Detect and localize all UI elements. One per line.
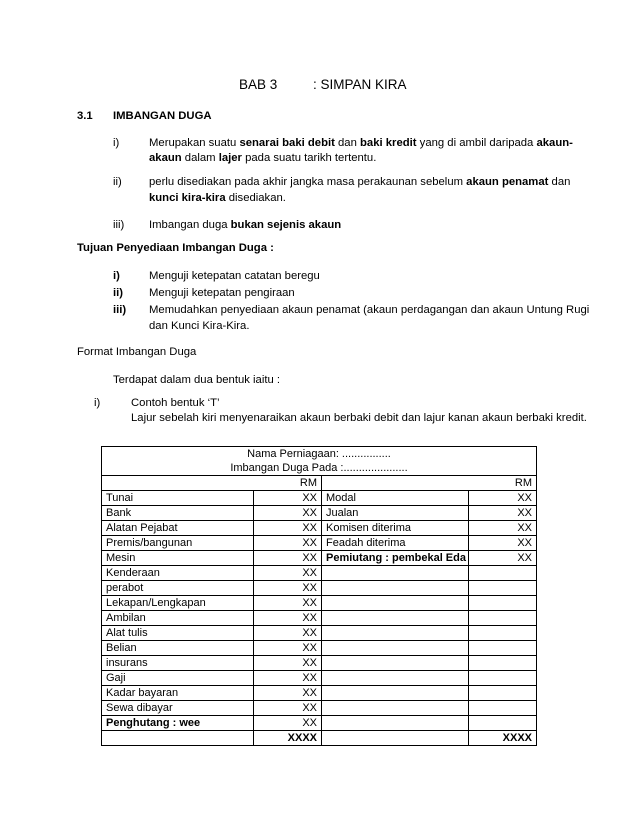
section-title: IMBANGAN DUGA: [113, 110, 212, 122]
point-text-cont: akaun dalam lajer pada suatu tarikh tertentu.: [149, 152, 377, 164]
amount-debit: XX: [254, 656, 322, 671]
chapter-title: : SIMPAN KIRA: [313, 77, 407, 92]
point-text: perlu disediakan pada akhir jangka masa perakaunan sebelum akaun penamat dan: [149, 176, 571, 188]
point-num: ii): [113, 176, 122, 188]
account-debit: Kadar bayaran: [102, 686, 254, 701]
account-debit: Lekapan/Lengkapan: [102, 596, 254, 611]
account-debit: Tunai: [102, 491, 254, 506]
account-credit: [322, 596, 469, 611]
point-text: Imbangan duga bukan sejenis akaun: [149, 219, 342, 231]
table-row: [102, 656, 537, 671]
amount-debit: XX: [254, 701, 322, 716]
amount-debit: XX: [254, 671, 322, 686]
amount-credit: XX: [469, 551, 537, 566]
account-debit: Alatan Pejabat: [102, 521, 254, 536]
account-credit: [322, 566, 469, 581]
amount-debit: XX: [254, 581, 322, 596]
table-row: [102, 566, 537, 581]
amount-debit: XX: [254, 521, 322, 536]
amount-debit: XX: [254, 566, 322, 581]
account-credit: [322, 641, 469, 656]
account-credit: Feadah diterima: [322, 536, 469, 551]
amount-credit: [469, 656, 537, 671]
tujuan-num: i): [113, 270, 120, 282]
table-row: [102, 551, 537, 566]
table-row: [102, 716, 537, 731]
account-credit: Modal: [322, 491, 469, 506]
amount-credit: [469, 611, 537, 626]
amount-debit: XX: [254, 686, 322, 701]
account-credit: Komisen diterima: [322, 521, 469, 536]
account-credit: Jualan: [322, 506, 469, 521]
table-header-row: [102, 447, 537, 462]
point-num: i): [113, 137, 120, 149]
table-row: [102, 581, 537, 596]
table-row: [102, 596, 537, 611]
table-row: [102, 701, 537, 716]
example-num: i): [94, 397, 101, 409]
table-rm-row: [102, 476, 537, 491]
amount-credit: [469, 581, 537, 596]
tujuan-item: Memudahkan penyediaan akaun penamat (akaun perdagangan dan akaun Untung Rugi: [149, 304, 590, 316]
account-credit: [322, 701, 469, 716]
section-number: 3.1: [77, 110, 93, 122]
amount-debit: XX: [254, 506, 322, 521]
account-debit: Bank: [102, 506, 254, 521]
table-row: [102, 686, 537, 701]
point-text-cont: kunci kira-kira disediakan.: [149, 192, 286, 204]
point-num: iii): [113, 219, 125, 231]
example-desc: Lajur sebelah kiri menyenaraikan akaun berbaki debit dan lajur kanan akaun berbaki kredit.: [131, 412, 587, 424]
amount-credit: [469, 701, 537, 716]
account-debit: Mesin: [102, 551, 254, 566]
amount-credit: XX: [469, 521, 537, 536]
amount-credit: [469, 566, 537, 581]
account-credit: [322, 611, 469, 626]
table-total-row: [102, 731, 537, 746]
account-credit: [322, 626, 469, 641]
account-debit: perabot: [102, 581, 254, 596]
table-row: [102, 521, 537, 536]
format-heading: Format Imbangan Duga: [77, 346, 197, 358]
amount-debit: XX: [254, 596, 322, 611]
account-debit: Sewa dibayar: [102, 701, 254, 716]
amount-credit: [469, 596, 537, 611]
account-debit: Belian: [102, 641, 254, 656]
account-credit: Pemiutang : pembekal Eda: [322, 551, 469, 566]
total-credit: XXXX: [469, 731, 537, 746]
table-row: [102, 491, 537, 506]
account-debit: Alat tulis: [102, 626, 254, 641]
empty-cell: [322, 731, 469, 746]
empty-cell: [102, 731, 254, 746]
trial-balance-table: [101, 446, 537, 746]
table-row: [102, 536, 537, 551]
amount-credit: [469, 671, 537, 686]
account-credit: [322, 671, 469, 686]
tujuan-heading: Tujuan Penyediaan Imbangan Duga :: [77, 242, 274, 254]
rm-credit: RM: [322, 476, 537, 491]
table-row: [102, 641, 537, 656]
amount-credit: [469, 686, 537, 701]
tujuan-item-cont: dan Kunci Kira-Kira.: [149, 320, 250, 332]
tujuan-item: Menguji ketepatan pengiraan: [149, 287, 295, 299]
point-text: Merupakan suatu senarai baki debit dan baki kredit yang di ambil daripada akaun-: [149, 137, 573, 149]
amount-credit: XX: [469, 491, 537, 506]
amount-credit: [469, 641, 537, 656]
account-debit: insurans: [102, 656, 254, 671]
table-row: [102, 671, 537, 686]
account-credit: [322, 686, 469, 701]
account-debit: Ambilan: [102, 611, 254, 626]
business-name: Nama Perniagaan: ................: [102, 447, 537, 462]
amount-debit: XX: [254, 536, 322, 551]
tujuan-item: Menguji ketepatan catatan beregu: [149, 270, 320, 282]
amount-credit: [469, 716, 537, 731]
table-row: [102, 611, 537, 626]
amount-credit: XX: [469, 506, 537, 521]
account-debit: Premis/bangunan: [102, 536, 254, 551]
example-title: Contoh bentuk ‘T’: [131, 397, 220, 409]
amount-debit: XX: [254, 491, 322, 506]
table-header-row: [102, 461, 537, 476]
account-credit: [322, 581, 469, 596]
amount-credit: [469, 626, 537, 641]
total-debit: XXXX: [254, 731, 322, 746]
format-intro: Terdapat dalam dua bentuk iaitu :: [113, 374, 281, 386]
amount-debit: XX: [254, 626, 322, 641]
table-row: [102, 626, 537, 641]
rm-debit: RM: [102, 476, 322, 491]
tujuan-num: ii): [113, 287, 124, 299]
account-debit: Kenderaan: [102, 566, 254, 581]
amount-debit: XX: [254, 716, 322, 731]
amount-debit: XX: [254, 641, 322, 656]
amount-debit: XX: [254, 611, 322, 626]
account-credit: [322, 716, 469, 731]
account-debit: Penghutang : wee: [102, 716, 254, 731]
trial-balance-date: Imbangan Duga Pada :.....................: [102, 461, 537, 476]
account-debit: Gaji: [102, 671, 254, 686]
chapter-number: BAB 3: [239, 77, 278, 92]
amount-debit: XX: [254, 551, 322, 566]
tujuan-num: iii): [113, 304, 127, 316]
table-row: [102, 506, 537, 521]
amount-credit: XX: [469, 536, 537, 551]
account-credit: [322, 656, 469, 671]
